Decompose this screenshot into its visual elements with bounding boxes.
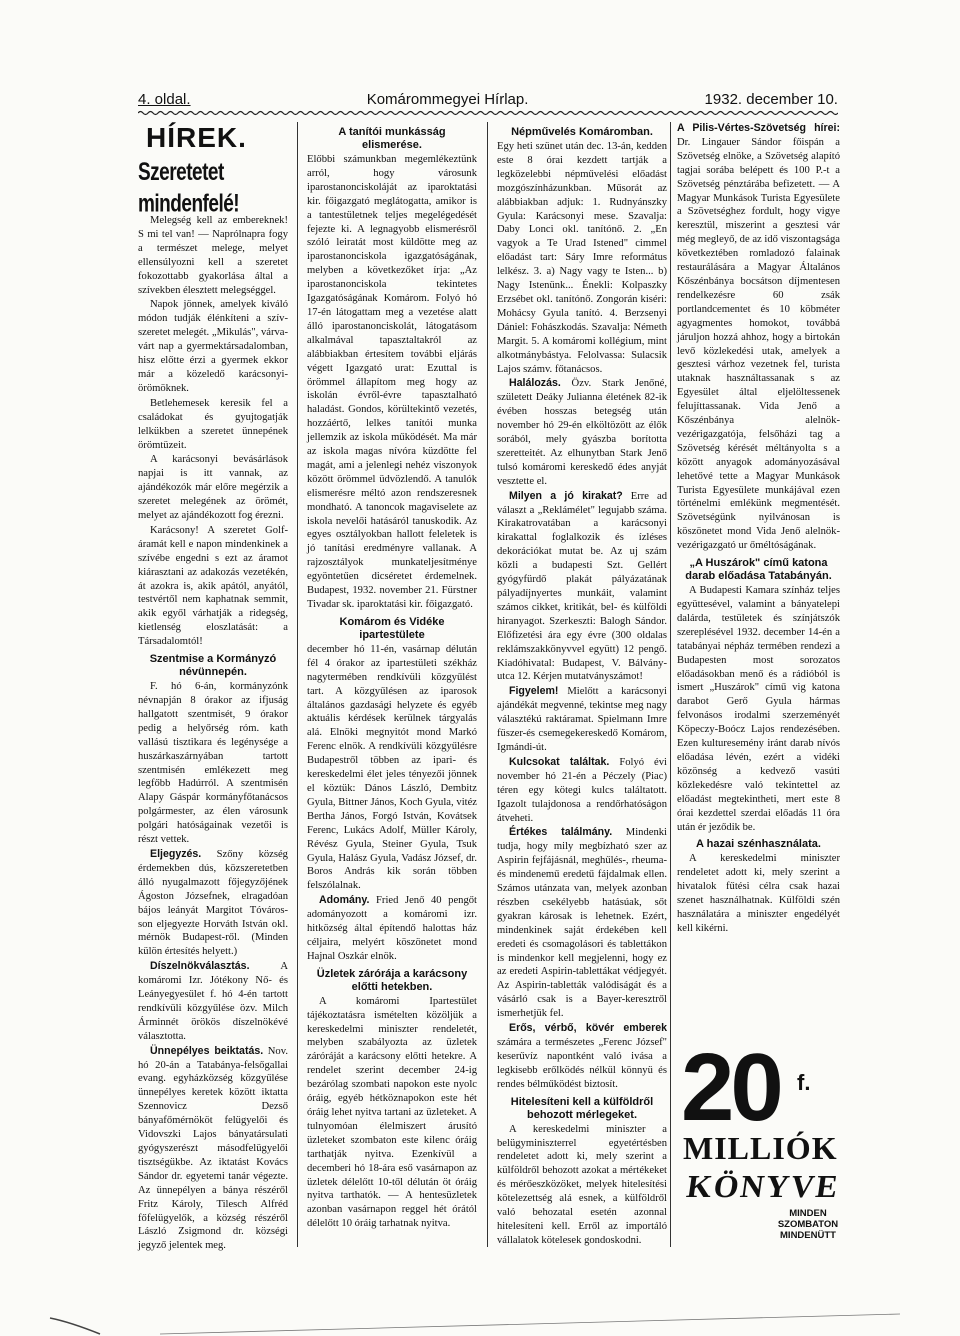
column-4 (677, 122, 840, 937)
article-paragraph: Napok jönnek, amelyek kiváló módon tudják élénkíteni a szív-szeretet melegét. „Mikulás", várva-várt nap a gyermektársadalomban, hisz előtte érzi a gyermek ekkor már a közeledő karácsonyi-örömöknek. (138, 299, 288, 394)
ad-title-line1: MILLIÓK (683, 1130, 838, 1166)
article-text: számára a természetes „Ferenc József" keserűvíz napontként való ivása a legkisebb erőlködés nélkül könnyü és rendes bélműködést biztosít. (497, 1037, 667, 1090)
article-paragraph: Egy heti szünet után dec. 13-án, kedden este 8 órai kezdett tartják a legközelebbi népművelési előadást mozgószínházunkban. Műsorát az alábbiakban adjuk: 1. Rudnyánszky Gyula: Karácsonyi mese. Szavalja: Daby Lonci okl. tanítónő. 2. „En vagyok a Te Urad Istened" cimmel előadást tart: Sáry Imre református lelkész. 3. a) Nagy vagy te Isten... b) Nagy Istenünk... Énekli: Kolpaszky Erzsébet okl. tanítónő. Zongorán kiséri: Mohácsy Gyula tanító. 4. Berzsenyi Dániel: Fohászkodás. Szavalja: Németh Margit. 5. A komáromi kollégium, mint alkotmánybástya. Felolvassa: Sulacsik Lajos számv. főtanácsos. (497, 141, 667, 375)
heading-milyen: Milyen a jó kirakat? (509, 489, 623, 502)
column-2 (307, 122, 477, 1232)
article-text: Mielőtt a karácsonyi ajándékát megvenné, tekintse meg nagy választékú raktáramat. Spielmann Imre füszer-és csemegekereskedő Komárom, Igmándi-út. (497, 686, 667, 753)
newspaper-title: Komárommegyei Hírlap. (366, 91, 529, 108)
heading-komarom-ipartestulet: Komárom és Vidéke ipartestülete (339, 615, 445, 641)
column-rule-2 (487, 122, 488, 1247)
heading-diszelnok: Díszelnökválasztás. (150, 960, 250, 973)
article-text: Nov. hó 20-án a Tatabánya-felsőgallai evang. egyházközség közgyűlése ünnepélyes keretek között iktatta Szennovicz Dezső bányafőmérnököt felügyelői és Vidovszki Lajos bányatársulati gyógyszerészt másodfelügyelői tisztségükbe. Az iktatást Kovács Sándor dr. egyetemi tanár végezte. Az ünnepélyen a bánya részéről Fritz Károly, Tilesch Alfréd főfelügyelők, a község részéről László Zsigmond dr. községi jegyző jelentek meg. (138, 1045, 288, 1252)
article-paragraph: Előbbi számunkban megemlékeztünk arról, hogy városunk iparostanonciskoláját az iparoktatási kir. főigazgató meglátogatta, amikor is a tantestületnek teljes megelégedését fejezte ki. A legnagyobb elismerésről szóló leiratát most küldötte meg az iparostanonciskola igazgatóságának, melyben a következőket írja: „Az iparostanonciskola tekintetes Igazgatóságának Komárom. Folyó hó 17-én látogattam meg a vezetése alatt álló iparostanonciskolát, látogatásom alkalmával tapasztaltakról az alábbiakban értesítem további eljárás végett Igazgató urat: Ezuttal is örömmel állapítom meg hogy az iskolán évről-évre tapasztalható haladást. Gondos, körültekintő vezetés, hozzáértő, lelkes tanítói munka jellemzik az iskola működését. Ma már az iskola magas nívóra küzdötte fel magát, ami a jelenlegi nehéz viszonyok között örömmel üdvözlendő. A tanulók elismerésre méltó azon rendszeresnek mondható. A tanoncok magaviselete az iskola nevelői hatásáról tanuskodik. Az egyes osztályokban hallott feleletek is jó tanítási eredményre vallanak. A rajzosztályok munkateljesítménye egyöntetűen dicséretet érdemelnek. Budapest, 1932. november 21. Fürstner Tivadar sk. iparoktatási kir. főigazgató. (307, 154, 477, 610)
page-header (138, 86, 838, 108)
heading-kulcsokat: Kulcsokat találtak. (509, 755, 610, 768)
heading-huszarok: „A Huszárok" című katona darab előadása Tatabányán. (685, 557, 832, 583)
heading-beiktatas: Ünnepélyes beiktatás. (150, 1044, 264, 1057)
article-paragraph: F. hó 6-án, kormányzónk névnapján 8 órakor az ifjuság hallgatott szentmisét, 9 órakor pedig a helyőrség róm. kath vallású tisztikara és legénysége a huszárkaszárnyában tartott szentmisén emlékezett meg legfőbb Hadúrról. A szentmisén Alapy Gáspár kormányfőtanácsos polgármester, az élen városunk polgári hatóságainak vezetői is részt vettek. (138, 681, 288, 846)
ad-footer-line3: MINDENÜTT (780, 1230, 836, 1241)
heading-pilis: A Pilis-Vértes-Szövetség hírei: (677, 122, 840, 134)
issue-date: 1932. december 10. (704, 91, 838, 108)
page-scratch-mark (40, 1300, 940, 1336)
heading-eros: Erős, vérbő, kövér emberek (509, 1022, 667, 1035)
article-paragraph: Karácsony! A szeretet Golf-áramát kell e napon mindenkinek a szívébe engedni s ezt az áramot kiárasztani az adakozás vezetékén, át azokra is, akik apától, anyától, testvértől nem kaphatnak semmit, akik egyől várhatják a ridegség, kietlenség eloszlatását: a Társadalomtól! (138, 524, 288, 648)
heading-szentmise: Szentmise a Kormányzó névünnepén. (149, 653, 277, 679)
headline-szeretetet: Szeretetet mindenfelé! (138, 159, 240, 218)
article-paragraph: Melegség kell az embereknek! S mi tel van! — Naprólnapra fogy a természet melege, melyet ellensúlyozni kell a szeretet fokozottabb gyakorlása által a szívekben élesztett melegséggel. (138, 215, 288, 296)
section-title-hirek: HÍREK. (146, 122, 247, 153)
article-text: Fried Jenő 40 pengőt adományozott a komáromi izr. hitközség által építendő halottas ház céljaira, melyért köszönetet mond Hajnal Oszkár elnök. (307, 895, 477, 962)
header-wavy-rule (138, 110, 838, 116)
ad-price-number: 20 (681, 1034, 780, 1141)
article-paragraph: A kereskedelmi miniszter rendeletet adott ki, mely szerint a hivatalok fűtési célra csak hazai szenet használhatnak. Külföldi szén használatára a miniszter engedélyét kell kikérni. (677, 853, 840, 934)
article-text: Özv. Stark Jenőné, született Deáky Julianna életének 82-ik évében hosszas betegség után november hó 29-én elköltözött az élők sorából, mely gyászba borította szeretteitét. Az elhunytban Stark Jenő tulsó komáromi kereskedő édes anyját vesztette el. (497, 378, 667, 487)
heading-ertekes: Értékes találmány. (509, 826, 613, 839)
ad-price-unit: f. (797, 1070, 811, 1095)
heading-figyelem: Figyelem! (509, 685, 559, 698)
heading-hitelesiteni: Hitelesíteni kell a külföldről behozott mérlegeket. (510, 1095, 654, 1121)
heading-adomany: Adomány. (319, 894, 370, 907)
heading-eljegyzes: Eljegyzés. (150, 847, 202, 860)
advertisement-milliok-konyve (677, 1034, 843, 1241)
article-text: A komáromi Izr. Jótékony Nő- és Leányegyesület f. hó 4-én tartott rendkívüli közgyűlése özv. Milch Árminnét örökös díszelnökévé választotta. (138, 961, 288, 1042)
column-1 (138, 122, 288, 1254)
heading-uzletek: Üzletek zárórája a karácsony előtti hetekben. (316, 967, 468, 993)
article-paragraph: A kereskedelmi miniszter a belügyminiszterrel egyetértésben rendeletet adott ki, mely szerint a külföldről behozott azokat a mértékeket és mérőeszközöket, melyek hitelesítési kötelezettség alá esnek, a külföldről való behozatal esetén azonnal hitelesíteni kell. Erről az importáló vállalatok kötelesek gondoskodni. (497, 1123, 667, 1246)
ad-footer-line1: MINDEN (789, 1208, 827, 1219)
article-paragraph: Betlehemesek keresik fel a családokat és gyujtogatják lelkükben a szeretet ünnepének örömtüzeit. (138, 397, 288, 451)
ad-footer (773, 1208, 843, 1241)
column-rule-3 (670, 122, 671, 1247)
article-text: Mindenki tudja, hogy mily megbízható szer az Aspirin fejfájásnál, meghűlés-, rheuma- és mindenemű eredetű fájdalmak ellen. Számos utánzata van, melyek azonban részben csekélyebb hatásúak, sőt gyakran károsak is lehetnek. Ezért, mindenkinek saját érdekében kell eredeti és csomagolásori és tablettákon is mindenkor kell megjelenni, hogy ez az eredeti Aspirin-tablettákat védjegyét. Az Aspirin-tabletták valódiságát és a vásárló csak is a Bayer-keresztről ismerhetjük fel. (497, 827, 667, 1020)
article-text: Szőny község érdemekben dús, közszeretetben álló nyugalmazott főjegyzőjének Ágoston Józsefnek, elragadóan bájos leányát Margitot Tóváros-son eljegyezte Horváth István okl. mérnök Budapest-ről. (Minden külön értesítés helyett.) (138, 848, 288, 958)
ad-footer-line2: SZOMBATON (777, 1219, 839, 1230)
heading-halalozas: Halálozás. (509, 377, 561, 390)
column-3 (497, 122, 667, 1249)
heading-hazai-szen: A hazai szénhasználata. (696, 838, 821, 851)
heading-nepmuveles: Népművelés Komáromban. (511, 126, 653, 138)
article-paragraph: A komáromi Ipartestület tájékoztatásra ismételten közöljük a kereskedelmi miniszter rendeletét, melyben szabályozta az üzletek záróráját a karácsony előtti hetekre. A rendelet szerint december 24-ig bezárólag szombati napokon este nyolc óráig, egyéb hétköznapokon este hét óráig lehet nyitva tartani az üzleteket. A tulnyomóan élelmiszert árusító üzleteket szombaton este kilenc óráig tarthatják nyitva. Ezenkívül a decemberi hó 18-ára eső vasárnapon az üzletek délelőtt 10-től délután öt óráig nyitva tarthatók. — A hentesüzletek azonban vasárnapon reggel hét órától délelőtt 10 óráig tarhatnak nyitva. (307, 995, 477, 1230)
article-text: Folyó évi november hó 21-én a Péczely (Piac) téren egy kötegi kulcs találtatott. Igazolt tulajdonosa a rendőrhatóságon átveheti. (497, 756, 667, 824)
ad-title-line2: KÖNYVE (684, 1168, 842, 1204)
heading-tanitoi: A tanítói munkásság elismerése. (338, 126, 446, 151)
article-text: Erre ad választ a „Reklámélet" legujabb száma. Kirakatrovatában a karácsonyi kirakattal foglalkozik és ízléses dekorációkat mutat be. Az uj szám közli a budapesti Szt. Gellért gyógyfürdő plakát pályázatának pályadíjnyertes munkáit, valamint számos cikket, kritikát, bel- és külföldi hiranyagot. Szerkeszti: Balogh Sándor. Előfizetési ára egy évre (300 oldalas reklámszakkönyvvel együtt) 12 pengő. Kiadóhivatal: Budapest, V. Bálvány-utca 12. Kérjen mutatványszámot! (497, 490, 667, 683)
article-paragraph: A karácsonyi bevásárlások napjai is itt vannak, az ajándékozók már előre megérzik a szeretet melegének az örömét, melyet az ajándékozott fog érezni. (138, 454, 288, 522)
article-text: Dr. Lingauer Sándor főispán a Szövetség elnöke, a Szövetség alapító tagjai sorába belépett és 100 P.-t a Szövetség pénztárába befizetett. — A Magyar Munkások Turista Egyesülete a Szövetséghez fordult, hogy vigye keresztül, miszerint a gesztesi vár még megleyő, de az idő viszontagsága következtében romladozó falainak restaurálására a Magyar Általános Kőszénbánya bocsátson díjmentesen rendelkezésre 60 zsák portlandcementet és 10 köbméter agyagmentes homokot, továbbá járuljon hozzá ahhoz, hogy a birtokán levő közlekedési utak, amelyek a gesztesi várhoz vezetnek fel, turista utaknak használtassanak s az Egyesület által eljelöltessenek felujíttassanak. Vida Jenő a Kőszénbánya alelnök-vezérigazgatója, felsőházi tag a Szövetség kérését méltányolta s a között anyagok adományozásával lehetővé tette a Magyar Munkások Turista Egyesülete munkájával ezen történelmi emlékünk megmentését. Szövetségünk nyilvánosan is köszönetet mond Vida Jenő alelnök-vezérigazgató ur őméltóságának. (677, 136, 840, 552)
page-number: 4. oldal. (138, 91, 191, 108)
column-rule-1 (297, 122, 298, 1247)
article-paragraph: A Budapesti Kamara színház teljes együttesével, valamint a bányatelepi dalárda, testületek és színjátszók szereplésével 1932. december 14-én a tatabányai népház termében rendezi a Budapesten most sorozatos előadásokban menő és a rádióból is ismert „Huszárok" című vig katona darabot Gerő Gyula hármas felvonásos irodalmi szerzeményét Köpeczy-Boócz Lajos rendezésében. Ezen kulturesemény iránt darab nívós előadása lévén, ezért a vidéki közönség a kedvező vasúti közlekedésre való tekintettel az előadást megtekintheti, mert este 8 órai kezdettel szerdai előadás 11 óra után ér jeződik be. (677, 585, 840, 833)
article-paragraph: december hó 11-én, vasárnap délután fél 4 órakor az ipartestületi székház nagytermében rendkívüli közgyűlést tart. A közgyűlésen az iparosok általános gazdasági helyzete és egyéb aktuális kérdések kerülnek tárgyalás alá. Elnöki megnyitót mond Markó Ferenc elnök. A rendkívüli közgyűlésre Budapestről többen az ipari- és kereskedelmi élet jeles tényezői jönnek el köztük: Dános László, Dembitz Gyula, Bittner János, Koch Gyula, vitéz Bertha János, Forgó István, Kovátsek Ferenc, Lukács Adolf, Müller Károly, Révész Gyula, Steiner Gyula, Tsuk Gyula, Halász Gyula, Vadász József, dr. Boros András kik során többen felszólalnak. (307, 643, 477, 892)
